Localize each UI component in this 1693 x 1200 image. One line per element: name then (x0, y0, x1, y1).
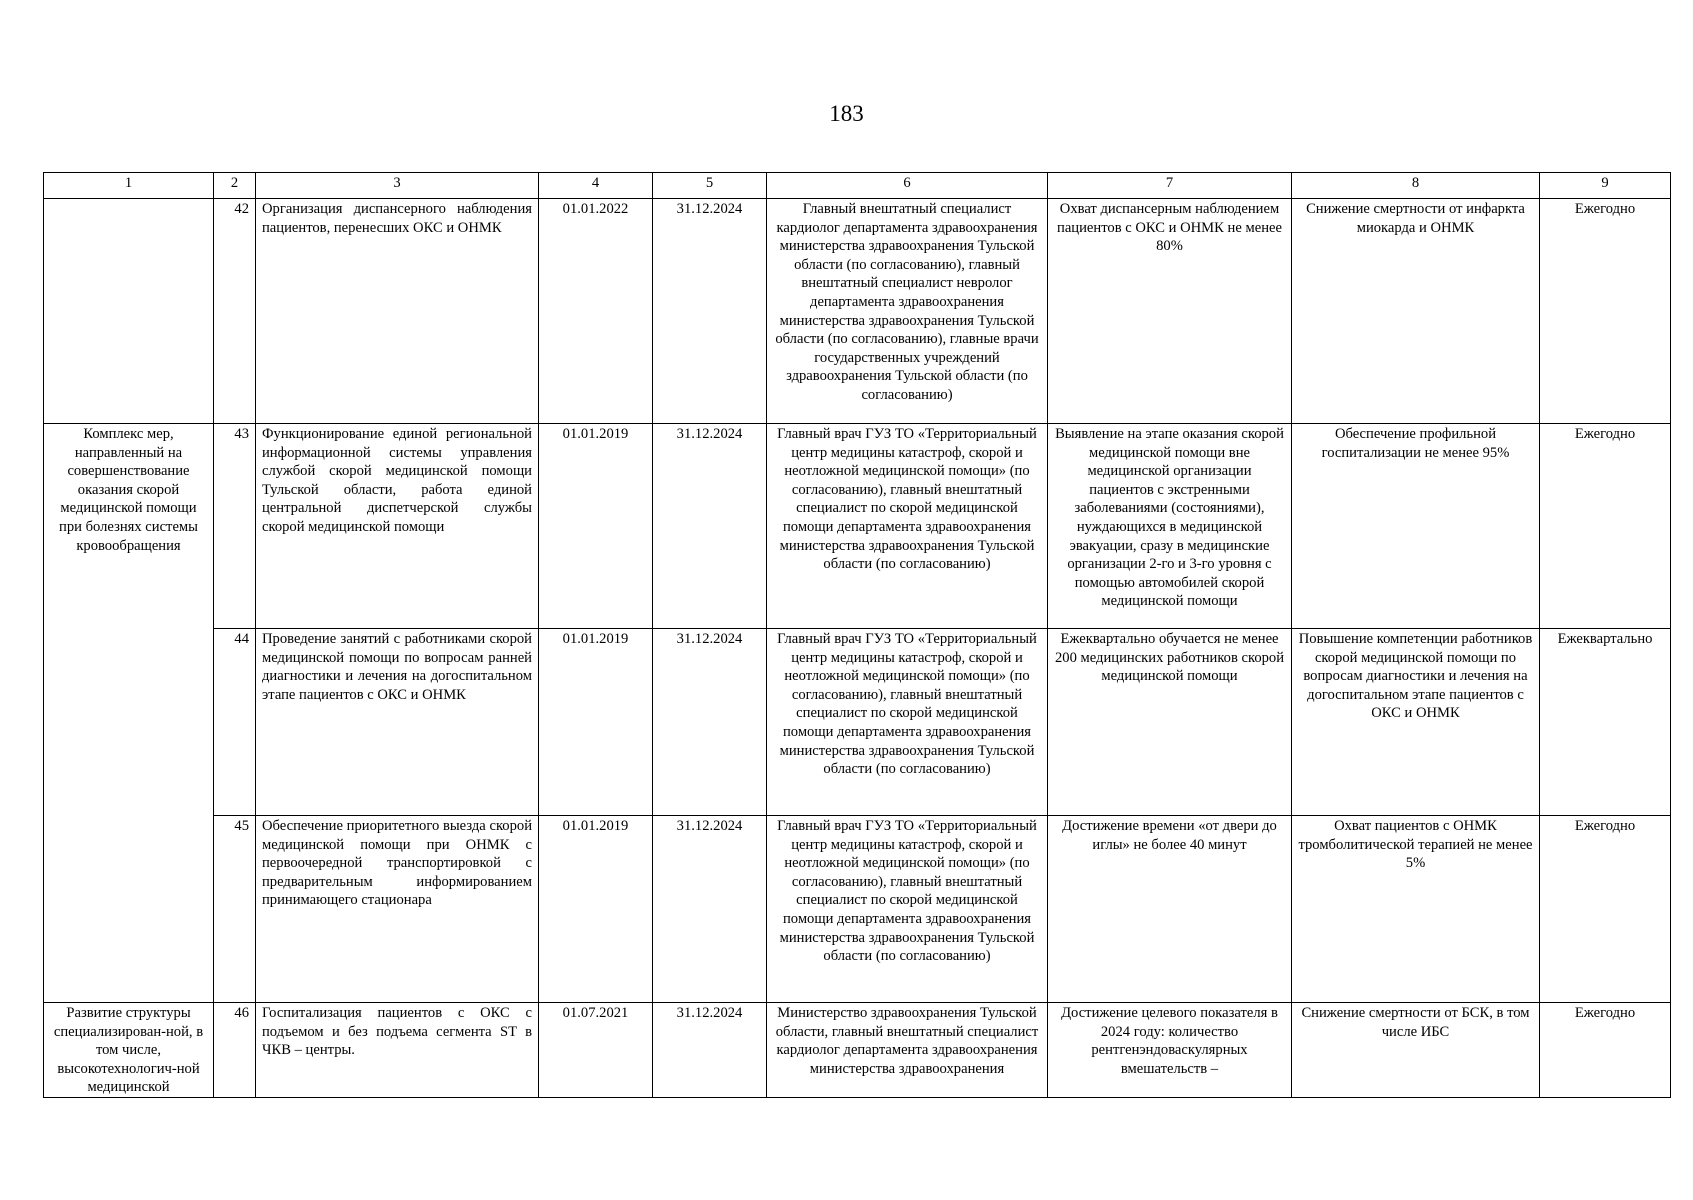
start-date-cell: 01.01.2019 (539, 816, 653, 1003)
responsible-cell: Главный врач ГУЗ ТО «Территориальный центр медицины катастроф, скорой и неотложной медицинской помощи» (по согласованию), главный внештатный специалист по скорой медицинской помощи департамента здравоохранения министерства здравоохранения Тульской области (по согласованию) (767, 816, 1048, 1003)
start-date-cell: 01.01.2019 (539, 424, 653, 629)
frequency-cell: Ежегодно (1540, 424, 1671, 629)
table-row (44, 1003, 1671, 1098)
column-header: 9 (1540, 173, 1671, 199)
column-header: 7 (1048, 173, 1292, 199)
column-header: 5 (653, 173, 767, 199)
table-row (44, 199, 1671, 424)
indicator-cell: Достижение времени «от двери до иглы» не более 40 минут (1048, 816, 1292, 1003)
start-date-cell: 01.07.2021 (539, 1003, 653, 1098)
column-header: 8 (1292, 173, 1540, 199)
event-cell: Проведение занятий с работниками скорой медицинской помощи по вопросам ранней диагностики и лечения на догоспитальном этапе пациентов с ОКС и ОНМК (256, 629, 539, 816)
frequency-cell: Ежеквартально (1540, 629, 1671, 816)
header-row (44, 173, 1671, 199)
responsible-cell: Главный внештатный специалист кардиолог департамента здравоохранения министерства здравоохранения Тульской области (по согласованию), главный внештатный специалист невролог департамента здравоохранения министерства здравоохранения Тульской области (по согласованию), главные врачи государственных учреждений здравоохранения Тульской области (по согласованию) (767, 199, 1048, 424)
end-date-cell: 31.12.2024 (653, 1003, 767, 1098)
frequency-cell: Ежегодно (1540, 199, 1671, 424)
number-cell: 44 (214, 629, 256, 816)
table-row (44, 816, 1671, 1003)
start-date-cell: 01.01.2019 (539, 629, 653, 816)
table-row (44, 424, 1671, 629)
measures-table (43, 172, 1671, 1098)
event-cell: Госпитализация пациентов с ОКС с подъемом и без подъема сегмента ST в ЧКВ – центры. (256, 1003, 539, 1098)
number-cell: 45 (214, 816, 256, 1003)
frequency-cell: Ежегодно (1540, 1003, 1671, 1098)
column-header: 3 (256, 173, 539, 199)
table-row (44, 629, 1671, 816)
responsible-cell: Министерство здравоохранения Тульской области, главный внештатный специалист кардиолог департамента здравоохранения министерства здравоохранения (767, 1003, 1048, 1098)
end-date-cell: 31.12.2024 (653, 816, 767, 1003)
start-date-cell: 01.01.2022 (539, 199, 653, 424)
number-cell: 46 (214, 1003, 256, 1098)
end-date-cell: 31.12.2024 (653, 629, 767, 816)
group-cell: Развитие структуры специализирован-ной, в том числе, высокотехнологич-ной медицинской (44, 1003, 214, 1098)
frequency-cell: Ежегодно (1540, 816, 1671, 1003)
indicator-cell: Ежеквартально обучается не менее 200 медицинских работников скорой медицинской помощи (1048, 629, 1292, 816)
result-cell: Повышение компетенции работников скорой медицинской помощи по вопросам диагностики и лечения на догоспитальном этапе пациентов с ОКС и ОНМК (1292, 629, 1540, 816)
column-header: 1 (44, 173, 214, 199)
column-header: 4 (539, 173, 653, 199)
indicator-cell: Выявление на этапе оказания скорой медицинской помощи вне медицинской организации пациентов с экстренными заболеваниями (состояниями), нуждающихся в медицинской эвакуации, сразу в медицинские организации 2-го и 3-го уровня с помощью автомобилей скорой медицинской помощи (1048, 424, 1292, 629)
number-cell: 42 (214, 199, 256, 424)
page-number: 183 (829, 101, 864, 126)
indicator-cell: Охват диспансерным наблюдением пациентов с ОКС и ОНМК не менее 80% (1048, 199, 1292, 424)
responsible-cell: Главный врач ГУЗ ТО «Территориальный центр медицины катастроф, скорой и неотложной медицинской помощи» (по согласованию), главный внештатный специалист по скорой медицинской помощи департамента здравоохранения министерства здравоохранения Тульской области (по согласованию) (767, 629, 1048, 816)
group-cell (44, 199, 214, 424)
result-cell: Снижение смертности от инфаркта миокарда и ОНМК (1292, 199, 1540, 424)
result-cell: Охват пациентов с ОНМК тромболитической терапией не менее 5% (1292, 816, 1540, 1003)
group-cell: Комплекс мер, направленный на совершенствование оказания скорой медицинской помощи при болезнях системы кровообращения (44, 424, 214, 1003)
event-cell: Обеспечение приоритетного выезда скорой медицинской помощи при ОНМК с первоочередной транспортировкой с предварительным информированием принимающего стационара (256, 816, 539, 1003)
event-cell: Функционирование единой региональной информационной системы управления службой скорой медицинской помощи Тульской области, работа единой центральной диспетчерской службы скорой медицинской помощи (256, 424, 539, 629)
number-cell: 43 (214, 424, 256, 629)
end-date-cell: 31.12.2024 (653, 424, 767, 629)
column-header: 6 (767, 173, 1048, 199)
event-cell: Организация диспансерного наблюдения пациентов, перенесших ОКС и ОНМК (256, 199, 539, 424)
responsible-cell: Главный врач ГУЗ ТО «Территориальный центр медицины катастроф, скорой и неотложной медицинской помощи» (по согласованию), главный внештатный специалист по скорой медицинской помощи департамента здравоохранения министерства здравоохранения Тульской области (по согласованию) (767, 424, 1048, 629)
column-header: 2 (214, 173, 256, 199)
indicator-cell: Достижение целевого показателя в 2024 году: количество рентгенэндоваскулярных вмешательств – (1048, 1003, 1292, 1098)
result-cell: Обеспечение профильной госпитализации не менее 95% (1292, 424, 1540, 629)
end-date-cell: 31.12.2024 (653, 199, 767, 424)
result-cell: Снижение смертности от БСК, в том числе ИБС (1292, 1003, 1540, 1098)
